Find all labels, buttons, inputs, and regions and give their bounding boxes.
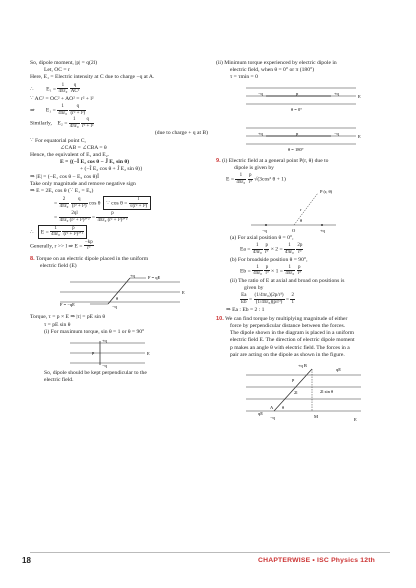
radius-line bbox=[294, 193, 318, 225]
take-magnitude-line: Take only magnitude and remove negative sign bbox=[30, 180, 136, 187]
theta-label: θ bbox=[282, 405, 285, 410]
ratio-line: (ii) The ratio of E at axial and broad on positions is bbox=[230, 277, 345, 284]
plus-q-label: +q bbox=[334, 90, 339, 96]
plus-q-b-label: +q B bbox=[298, 363, 307, 368]
broadside-line: (b) For broadside position θ = 90°, bbox=[230, 256, 308, 263]
plus-q-label: +q bbox=[258, 130, 263, 136]
axial-eq: Ea = $\frac{1}{\text{4πε₀}}$ $\frac{p}{\text{r³}}$ × 2 = $\frac{1}{\text{4πε₀}}$ $\frac{2p}{\text{r³}}$ bbox=[240, 243, 303, 255]
question-10-line-4: electric field E. The direction of electric dipole moment bbox=[230, 337, 355, 344]
e1-eq: ∴ E₁ = $\frac{1}{\text{4πε₀}}$ $\frac{q}{\text{AC²}}$ bbox=[30, 82, 80, 95]
minus-q-label: −q bbox=[102, 362, 107, 368]
force-pair-figure bbox=[236, 361, 366, 423]
force-label: F = qE bbox=[148, 275, 161, 281]
perpendicular-line-2: electric field. bbox=[44, 377, 74, 384]
min-torque-line-2: electric field, when θ = 0° or π (180°) bbox=[230, 67, 315, 74]
dipole-moment-line: So, dipole moment, |p| = q(2l) bbox=[30, 60, 98, 66]
perpendicular-line: So, dipole should be kept perpendicular to the bbox=[44, 369, 147, 376]
left-column bbox=[30, 60, 208, 384]
p-label: p bbox=[292, 377, 295, 382]
p-label: p bbox=[92, 349, 95, 355]
e1-expanded-eq: ⇒ E₁ = $\frac{1}{\text{4πε₀}}$ $\frac{q}{\text{(r² + l²)}}$ bbox=[30, 104, 86, 116]
question-number-9: 9. bbox=[216, 157, 221, 164]
ac-squared-line: ∵ AC² = OC² + AO² = r² + l² bbox=[30, 95, 94, 102]
question-8-cont: electric field (E) bbox=[40, 263, 77, 270]
vector-e-line-1: E = {(−Î E₁ cos θ − Ĵ E₁ sin θ) bbox=[60, 159, 130, 166]
general-point-figure bbox=[236, 187, 356, 233]
question-9-cont: dipole is given by bbox=[234, 164, 274, 171]
minus-q-label: −q bbox=[270, 415, 275, 420]
question-10-line-2: force by perpendicular distance between the forces. bbox=[230, 322, 346, 329]
field-label: E bbox=[354, 417, 357, 422]
p-label: p bbox=[296, 130, 299, 136]
axial-line: (a) For axial position θ = 0°, bbox=[230, 235, 294, 242]
2l-label: 2l bbox=[294, 390, 298, 395]
a-label: A bbox=[270, 405, 274, 410]
page-footer bbox=[0, 556, 416, 570]
question-10-line-3: The dipole shown in the diagram is placed in a uniform bbox=[230, 330, 354, 337]
theta-180-label: θ = 180° bbox=[288, 146, 304, 152]
ratio-eq: $\frac{Ea}{Eb}$ = $\frac{\text{(1/4πε₀)(2p/r³)}}{\text{(1/4πε₀)(p/r³)}}$ = $\frac{2}{1}$ bbox=[241, 293, 294, 305]
field-label: E bbox=[147, 350, 150, 356]
max-torque-figure bbox=[50, 338, 160, 368]
e1-def-line: Here, E₁ = Electric intensity at C due to charge −q at A. bbox=[30, 74, 155, 81]
minus-q-label: −q bbox=[112, 304, 117, 310]
question-number-10: 10. bbox=[216, 315, 224, 322]
e-cos-eq: = $\frac{2}{\text{4πε₀}}$ $\frac{q}{\text{(r² + l²)}}$ cos θ ∵ cos θ = $\frac{l}{\text{√(r² + l²)}}$ bbox=[54, 196, 208, 210]
theta-zero-label: θ = 0° bbox=[291, 106, 302, 112]
theta-label: θ bbox=[116, 296, 119, 302]
right-column bbox=[216, 60, 392, 425]
general-eq: Generally, r >> l ⇒ E = $\frac{-kp}{\text{r³}}$ bbox=[30, 239, 93, 252]
max-torque-line: (i) For maximum torque, sin θ = 1 or θ = 90° bbox=[44, 328, 145, 335]
e-2ql-eq: = $\frac{2ql}{\text{4πε₀ (r² + l²)³ᐟ²}}$ = $\frac{p}{\text{4πε₀ (r² + l²)³ᐟ²}}$ bbox=[54, 211, 128, 223]
general-field-eq: E = $\frac{1}{\text{4πε₀}}$ $\frac{p}{\text{r³}}$ √(3cos² θ + 1) bbox=[226, 173, 286, 185]
question-10: 10. We can find torque by multiplying magnitude of either bbox=[216, 315, 348, 322]
e-2e1-line: ⇒ E = 2E₁ cos θ (∵ E₁ = E₂) bbox=[30, 188, 94, 194]
book-brand: CHAPTERWISE • ISC Physics 12th bbox=[258, 557, 376, 564]
plus-q-label: +q bbox=[130, 273, 135, 279]
question-10-line-6: pair are acting on the dipole as shown in the figure. bbox=[230, 351, 345, 358]
min-torque-figure bbox=[236, 84, 366, 156]
e-final-eq: ∴ E = $\frac{1}{\text{4πε₀}}$ $\frac{p}{\text{(r² + l²)³ᐟ²}}$ bbox=[30, 225, 208, 239]
minus-q-label: −q bbox=[258, 90, 263, 96]
theta-label: θ bbox=[300, 218, 303, 224]
field-label: E bbox=[358, 93, 361, 99]
magnitude-line: ⇒ |E| = (−E₁ cos θ − E₂ cos θ)Î bbox=[30, 173, 99, 180]
r-label: r bbox=[300, 207, 302, 213]
torque-line: Torque, τ = p × E ⇒ |τ| = pE sin θ bbox=[30, 314, 106, 321]
ratio-result: ⇒ Ea : Eb = 2 : 1 bbox=[226, 306, 265, 313]
footer-rule bbox=[30, 552, 390, 553]
dipole-axis bbox=[274, 369, 312, 411]
charge-dot bbox=[265, 224, 267, 226]
field-label: E bbox=[182, 290, 185, 296]
equatorial-line: ∵ For equatorial point C, bbox=[30, 137, 86, 144]
torque-figure bbox=[50, 272, 190, 312]
question-10-line-5: p makes an angle θ with electric field. The forces in a bbox=[230, 344, 350, 351]
m-label: M bbox=[314, 414, 319, 419]
e2-eq: Similarly, E₂ = $\frac{1}{\text{4πε₀}}$ $\frac{q}{\text{r² + l²}}$ bbox=[30, 117, 94, 129]
oc-line: Let, OC = r bbox=[44, 67, 70, 74]
point-p-label: P (r, θ) bbox=[320, 189, 333, 195]
equivalent-line: Hence, the equivalent of E₁ and E₂. bbox=[30, 151, 110, 158]
p-label: p bbox=[296, 90, 299, 96]
minus-q-label: −q bbox=[262, 228, 267, 234]
min-torque-line: (ii) Minimum torque experienced by electric dipole in bbox=[216, 60, 337, 66]
page-number: 18 bbox=[22, 556, 31, 565]
question-8: 8. Torque on an electric dipole placed in the uniform bbox=[30, 255, 149, 262]
vector-e-line-2: + (−Î E₂ cos θ + Ĵ E₂ sin θ)} bbox=[80, 166, 143, 173]
plus-q-label: +q bbox=[102, 337, 107, 343]
minus-q-label: −q bbox=[334, 130, 339, 136]
qe-label-bottom: qE bbox=[258, 411, 263, 416]
plus-q-label: +q bbox=[320, 228, 325, 234]
broadside-eq: Eb = $\frac{1}{\text{4πε₀}}$ $\frac{p}{\text{r³}}$ × 1 = $\frac{1}{\text{4πε₀}}$ $\frac{p}{\text{r³}}$ bbox=[240, 264, 301, 277]
question-9: 9. (i) Electric field at a general point P(r, θ) due to bbox=[216, 157, 329, 164]
charge-note: (due to charge + q at B) bbox=[154, 130, 208, 137]
tau-min-line: τ = τmin = 0 bbox=[230, 74, 258, 81]
qe-label-top: qE bbox=[336, 367, 341, 372]
neg-force-label: F = −qE bbox=[60, 302, 75, 308]
2l-sin-label: 2l sin θ bbox=[320, 389, 334, 394]
origin-label: O bbox=[292, 228, 296, 234]
field-label: E bbox=[358, 133, 361, 139]
question-number-8: 8. bbox=[30, 255, 35, 262]
angle-line: ∠CAB = ∠CBA = θ bbox=[60, 144, 107, 151]
charge-dot bbox=[321, 224, 323, 226]
torque-line-2: τ = pE sin θ bbox=[44, 321, 71, 328]
ratio-line-2: given by bbox=[244, 285, 264, 292]
